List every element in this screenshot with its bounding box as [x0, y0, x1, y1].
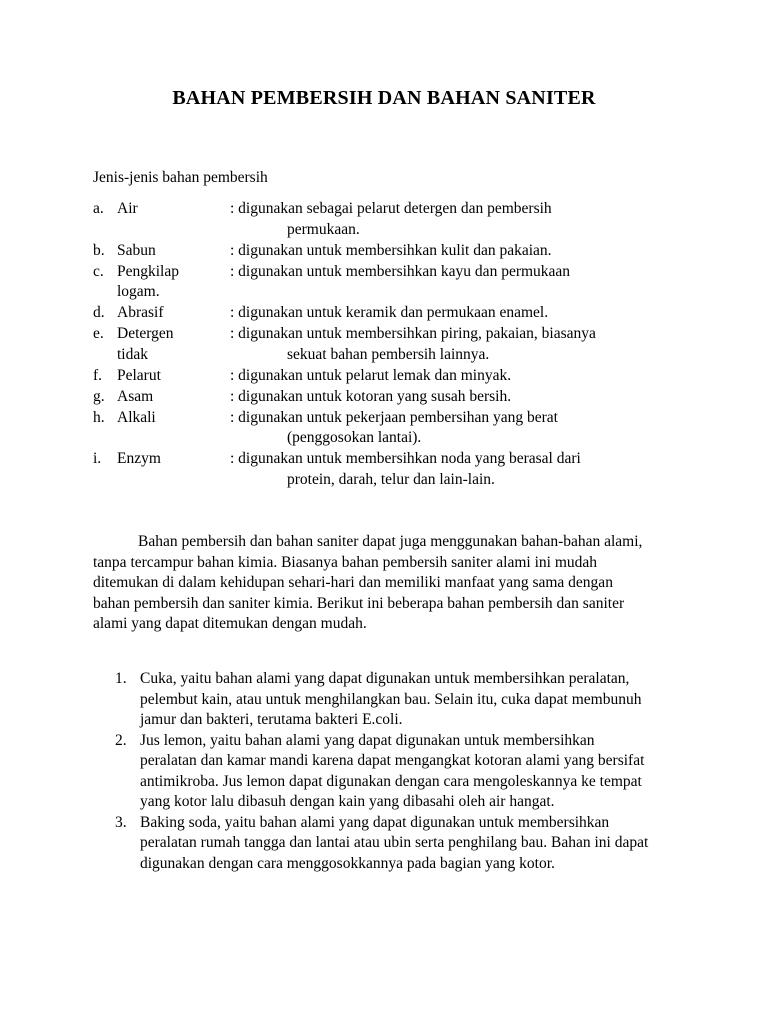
list-number: 3.: [115, 813, 127, 831]
list-item: [115, 669, 655, 731]
list-letter: a.: [93, 200, 104, 217]
list-letter: g.: [93, 387, 105, 405]
term-text: Asam: [117, 387, 154, 405]
desc-text: : digunakan untuk membersihkan piring, pakaian, biasanya: [230, 325, 596, 342]
term-text: Sabun: [117, 241, 156, 259]
definition-row: [93, 303, 653, 324]
definition-term: [117, 449, 227, 470]
list-letter: i.: [93, 450, 102, 467]
list-item-text: Cuka, yaitu bahan alami yang dapat digunakan untuk membersihkan peralatan, pelembut kain, atau untuk menghilangkan bau. Selain itu, cuka dapat membunuh jamur dan bakteri, terutama bakteri E.coli.: [140, 670, 642, 728]
definition-row: [93, 366, 653, 387]
desc-continuation: protein, darah, telur dan lain-lain.: [287, 470, 495, 488]
list-item: [115, 731, 655, 813]
term-text: Abrasif: [117, 304, 164, 321]
definition-term: [117, 241, 227, 262]
definition-description: [230, 366, 653, 387]
definition-description: [230, 449, 653, 490]
term-text: Enzym: [117, 450, 161, 467]
desc-text: : digunakan untuk membersihkan kayu dan permukaan: [230, 262, 571, 280]
term-text: Pengkilap: [117, 262, 179, 280]
cleaner-types-list: [93, 199, 653, 490]
list-letter: h.: [93, 408, 105, 426]
definition-description: [230, 408, 653, 449]
definition-description: [230, 303, 653, 324]
desc-text: : digunakan untuk membersihkan noda yang berasal dari: [230, 450, 581, 467]
list-letter: d.: [93, 304, 105, 321]
desc-continuation: (penggosokan lantai).: [287, 429, 422, 446]
desc-text: : digunakan untuk membersihkan kulit dan pakaian.: [230, 241, 552, 259]
definition-row: [93, 324, 653, 365]
term-text: Air: [117, 200, 138, 217]
definition-term: [117, 303, 227, 324]
list-item-text: Jus lemon, yaitu bahan alami yang dapat digunakan untuk membersihkan peralatan dan kamar mandi karena dapat mengangkat kotoran alami yang bersifat antimikroba. Jus lemon dapat digunakan dengan cara mengoleskannya ke tempat yang kotor lalu dibasuh dengan kain yang dibasahi oleh air hangat.: [140, 731, 645, 810]
desc-text: : digunakan untuk kotoran yang susah bersih.: [230, 387, 512, 405]
term-text: Detergen: [117, 325, 174, 342]
definition-term: [117, 366, 227, 387]
definition-row: [93, 408, 653, 449]
definition-term: [117, 324, 227, 365]
definition-description: [230, 387, 653, 408]
desc-continuation: permukaan.: [287, 220, 360, 238]
list-item: [115, 813, 655, 875]
definition-term: [117, 262, 227, 303]
page-title: BAHAN PEMBERSIH DAN BAHAN SANITER: [172, 87, 596, 109]
term-text: Pelarut: [117, 366, 161, 384]
natural-cleaners-list: [115, 669, 655, 874]
desc-text: : digunakan untuk pekerjaan pembersihan yang berat: [230, 408, 558, 426]
desc-text: : digunakan untuk pelarut lemak dan minyak.: [230, 366, 512, 384]
definition-row: [93, 241, 653, 262]
definition-description: [230, 199, 653, 240]
term-continuation: tidak: [117, 345, 148, 363]
definition-term: [117, 199, 227, 220]
desc-continuation: sekuat bahan pembersih lainnya.: [287, 345, 490, 363]
list-letter: f.: [93, 366, 103, 384]
definition-row: [93, 449, 653, 490]
definition-row: [93, 262, 653, 303]
list-letter: b.: [93, 241, 105, 259]
intro-paragraph: Bahan pembersih dan bahan saniter dapat juga menggunakan bahan-bahan alami, tanpa tercampur bahan kimia. Biasanya bahan pembersih saniter alami ini mudah ditemukan di dalam kehidupan sehari-hari dan memiliki manfaat yang sama dengan bahan pembersih dan saniter kimia. Berikut ini beberapa bahan pembersih dan saniter alami yang dapat ditemukan dengan mudah.: [93, 533, 643, 632]
desc-text: : digunakan sebagai pelarut detergen dan pembersih: [230, 200, 552, 217]
term-continuation: logam.: [117, 283, 160, 300]
definition-description: [230, 324, 653, 365]
definition-description: [230, 241, 653, 262]
definition-row: [93, 199, 653, 240]
list-number: 2.: [115, 731, 127, 749]
term-text: Alkali: [117, 408, 156, 426]
list-letter: e.: [93, 325, 104, 342]
desc-text: : digunakan untuk keramik dan permukaan enamel.: [230, 304, 549, 321]
definition-row: [93, 387, 653, 408]
section-subtitle: Jenis-jenis bahan pembersih: [93, 169, 268, 186]
definition-term: [117, 387, 227, 408]
list-letter: c.: [93, 262, 104, 280]
list-item-text: Baking soda, yaitu bahan alami yang dapat digunakan untuk membersihkan peralatan rumah tangga dan lantai atau ubin serta penghilang bau. Bahan ini dapat digunakan dengan cara menggosokkannya pada bagian yang kotor.: [140, 813, 649, 872]
definition-description: [230, 262, 653, 283]
definition-term: [117, 408, 227, 429]
list-number: 1.: [115, 670, 127, 687]
